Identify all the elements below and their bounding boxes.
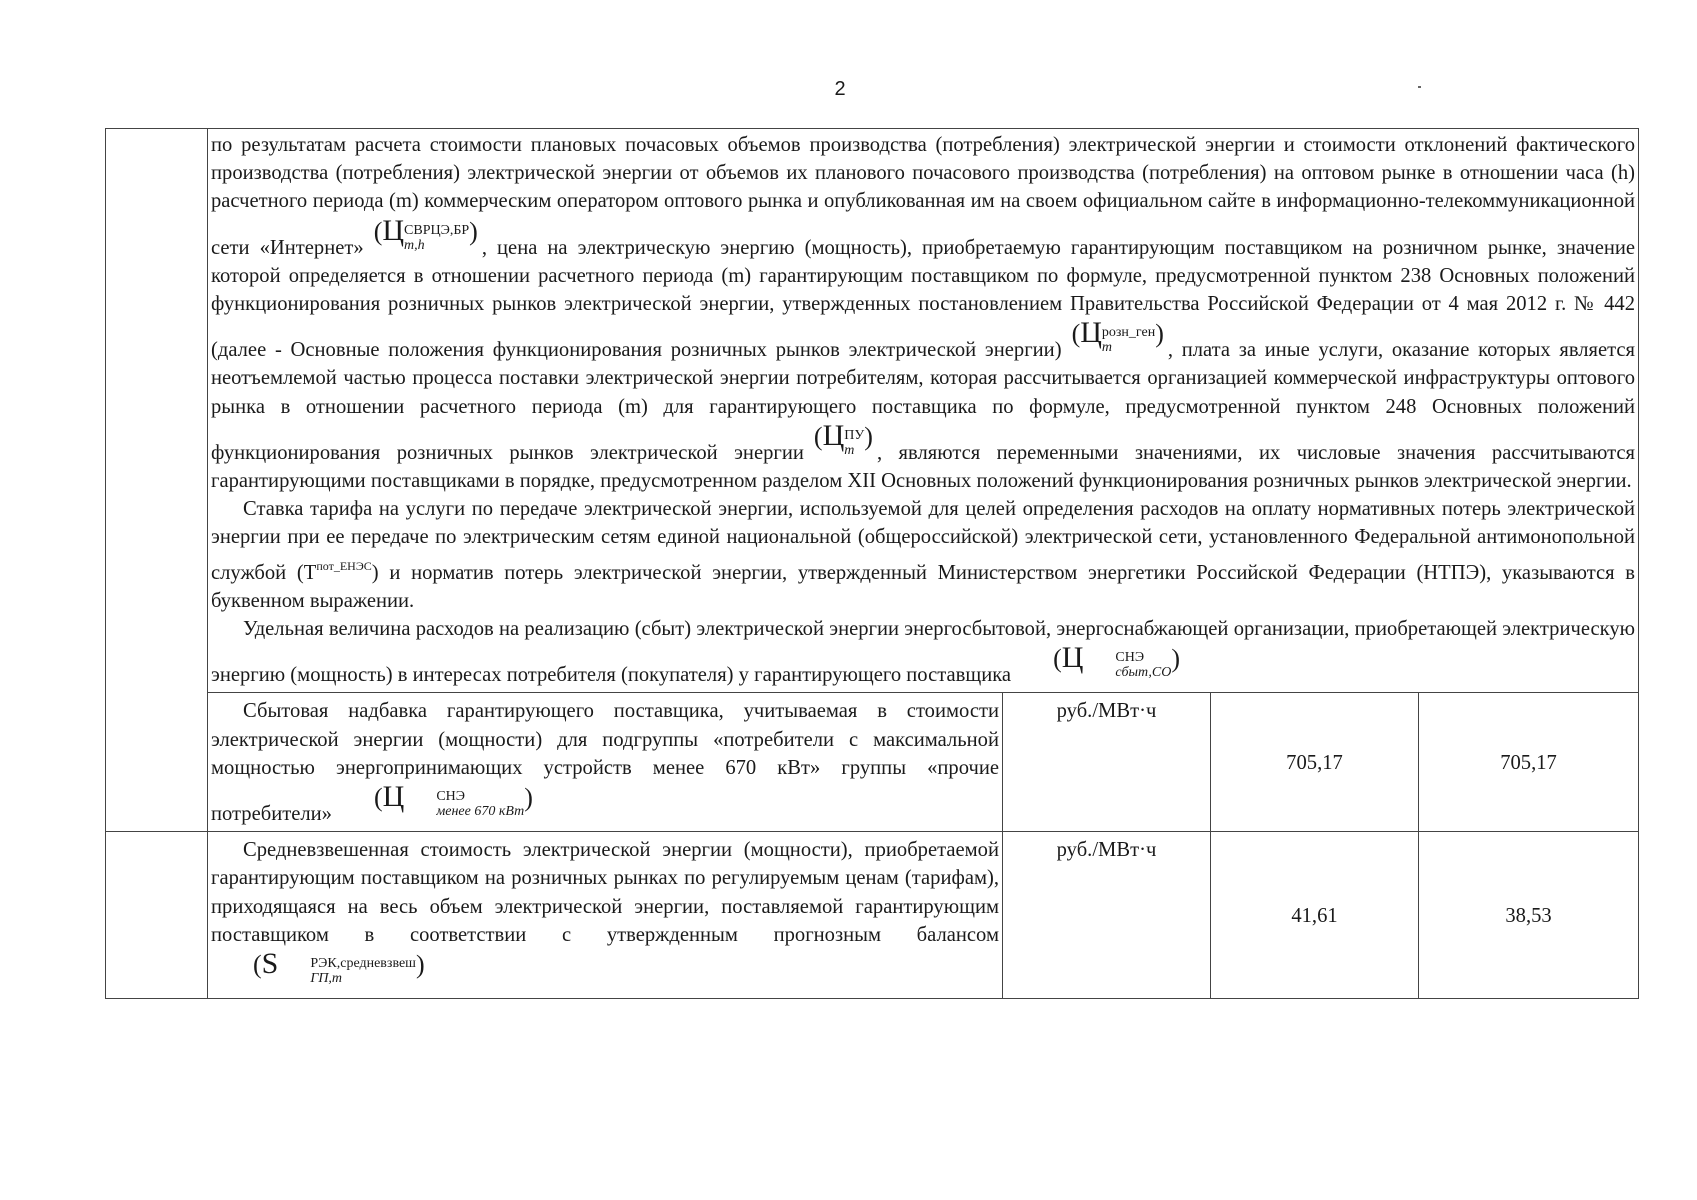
page-number: 2 (834, 78, 846, 100)
description-cell (208, 832, 1003, 999)
table-row-average-cost (106, 832, 1639, 999)
table-row-sales-markup (106, 693, 1639, 832)
row-description: Сбытовая надбавка гарантирующего поставщика, учитываемая в стоимости электрической энергии (мощности) для подгруппы «потребители с максимальной мощностью энергопринимающих устройств менее 670 кВт» группы «прочие потребители» (211, 700, 999, 826)
value-cell-2: 38,53 (1419, 832, 1639, 999)
continuation-paragraph (211, 131, 1635, 495)
formula-svr-price: (Ц СВРЦЭ,БР m,h ) (373, 213, 478, 253)
formula-retail-gen-price: (Ц розн_ген m ) (1071, 316, 1164, 356)
row-number-cell (106, 129, 208, 832)
sales-cost-paragraph: Удельная величина расходов на реализацию (сбыт) электрической энергии энергосбытовой, энергоснабжающей организации, приобретающей электрическую энергию (мощность) в интересах потребителя (покупателя) у гарантирующего поставщика(Ц СНЭ сбыт,СО ) (211, 618, 1636, 687)
row-number-cell (106, 832, 208, 999)
continuation-text-cell (208, 129, 1639, 693)
table-row-continuation (106, 129, 1639, 693)
scan-speck (1418, 86, 1421, 88)
value-cell-2: 705,17 (1419, 693, 1639, 832)
text-fragment: по результатам расчета стоимости плановых почасовых объемов производства (потребления) электрической энергии и стоимости отклонений фактического производства (потребления) электрической энергии от объемов их планового почасового производства (потребления) на оптовом рынке в отношении часа (h) расчетного периода (m) коммерческим оператором оптового рынка и опубликованная им на своем официальном сайте в информационно-телекоммуникационной сети «Интернет» (211, 134, 1636, 259)
formula-sales-markup: (Ц СНЭ сбыт,СО ) (1053, 641, 1181, 681)
formula-markup-670: (Ц СНЭ менее 670 кВт ) (373, 780, 533, 820)
text-fragment: , плата за иные услуги, оказание которых является неотъемлемой частью процесса поставки электрической энергии потребителям, которая рассчитывается организацией коммерческой инфраструктуры оптового рынка в отношении расчетного периода (m) для гарантирующего поставщика по формуле, предусмотренной пунктом 248 Основных положений функционирования розничных рынков электрической энергии (211, 339, 1636, 464)
row-description: Средневзвешенная стоимость электрической энергии (мощности), приобретаемой гарантирующим поставщиком на розничных рынках по регулируемым ценам (тарифам), приходящаяся на весь объем электрической энергии, поставляемой гарантирующим поставщиком в соответствии с утвержденным прогнозным балансом (211, 839, 999, 946)
formula-weighted-average: (S РЭК,средневзвеш ГП,m ) (253, 947, 425, 987)
tariff-table (105, 128, 1639, 999)
text-fragment: , являются переменными значениями, их числовые значения рассчитываются гарантирующими поставщиками в порядке, предусмотренном разделом XII Основных положений функционирования розничных рынков электрической энергии. (211, 441, 1636, 493)
unit-cell: руб./МВт·ч (1003, 832, 1211, 999)
formula-services-fee: (Ц ПУ m ) (813, 418, 873, 458)
value-cell-1: 41,61 (1211, 832, 1419, 999)
unit-cell: руб./МВт·ч (1003, 693, 1211, 832)
value-cell-1: 705,17 (1211, 693, 1419, 832)
description-cell (208, 693, 1003, 832)
tariff-rate-paragraph: Ставка тарифа на услуги по передаче электрической энергии, используемой для целей определения расходов на оплату нормативных потерь электрической энергии при ее передаче по электрическим сетям единой национальной (общероссийской) электрической сети, установленного Федеральной антимонопольной службой $(Т^{пот\_ЕНЭС})$ и норматив потерь электрической энергии, утвержденный Министерством энергетики Российской Федерации (НТПЭ), указываются в буквенном выражении. (211, 498, 1636, 612)
text-fragment: , цена на электрическую энергию (мощность), приобретаемую гарантирующим поставщиком на розничном рынке, значение которой определяется в отношении расчетного периода (m) гарантирующим поставщиком по формуле, предусмотренной пунктом 238 Основных положений функционирования розничных рынков электрической энергии, утвержденных постановлением Правительства Российской Федерации от 4 мая 2012 г. № 442 (далее - Основные положения функционирования розничных рынков электрической энергии) (211, 236, 1636, 362)
